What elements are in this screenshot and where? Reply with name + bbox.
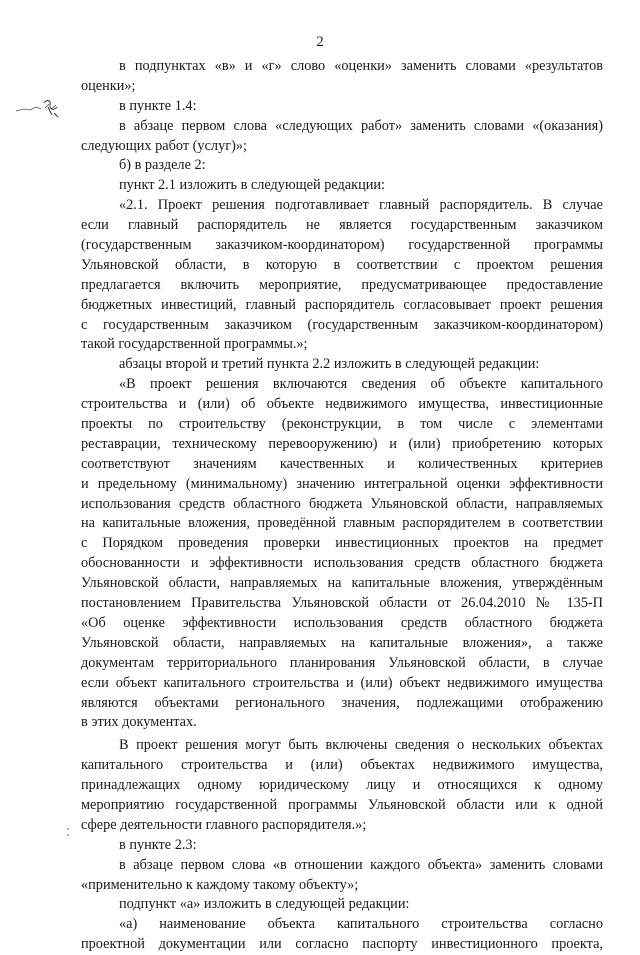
- text-line: В проект решения могут быть включены сведения о нескольких объектах: [119, 737, 603, 754]
- text-line: в абзаце первом слова «в отношении каждого объекта» заменить словами: [119, 856, 603, 873]
- page-number: 2: [316, 34, 324, 50]
- text-line: и предельному (минимальному) значению интегральной оценки эффективности: [81, 475, 603, 492]
- text-line: «а) наименование объекта капитального строительства согласно: [119, 916, 603, 933]
- text-line: Ульяновской области, направляемых на капитальные вложения», а также: [81, 634, 603, 651]
- text-line: обоснованности и эффективности использования средств областного бюджета: [81, 555, 603, 572]
- text-line: подпункт «а» изложить в следующей редакции:: [119, 896, 410, 913]
- text-line: в пункте 2.3:: [119, 836, 197, 853]
- text-line: «Об оценке эффективности использования средств областного бюджета: [81, 614, 603, 631]
- text-line: проектной документации или согласно паспорту инвестиционного проекта,: [81, 936, 603, 953]
- text-line: пункт 2.1 изложить в следующей редакции:: [119, 177, 386, 194]
- text-line: мероприятию государственной программы Ульяновской области или к одной: [81, 796, 603, 813]
- text-line: (государственным заказчиком-координатором) государственной программы: [81, 237, 603, 254]
- text-line: абзацы второй и третий пункта 2.2 изложить в следующей редакции:: [119, 356, 540, 373]
- text-line: проекты по строительству (реконструкции, в том числе с элементами: [81, 416, 603, 433]
- document-body: [81, 57, 603, 955]
- text-line: с государственным заказчиком (государственным заказчиком-координатором): [81, 316, 603, 333]
- text-line: принадлежащих одному юридическому лицу и относящихся к одному: [81, 777, 603, 794]
- text-line: в этих документах.: [81, 714, 197, 731]
- text-line: «применительно к каждому такому объекту»;: [81, 876, 359, 893]
- text-line: если главный распорядитель не является государственным заказчиком: [81, 217, 603, 234]
- text-line: постановлением Правительства Ульяновской области от 26.04.2010 № 135-П: [81, 595, 603, 612]
- text-line: сфере деятельности главного распорядителя.»;: [81, 816, 367, 833]
- handwritten-mark: [14, 95, 64, 121]
- text-line: оценки»;: [81, 77, 136, 94]
- text-line: такой государственной программы.»;: [81, 336, 308, 353]
- text-line: предлагается включить мероприятие, предусматривающее предоставление: [81, 276, 603, 293]
- text-line: капитального строительства и (или) объектах недвижимого имущества,: [81, 757, 603, 774]
- text-line: использования средств областного бюджета Ульяновской области, направляемых: [81, 495, 603, 512]
- text-line: в абзаце первом слова «следующих работ» заменить словами «(оказания): [119, 117, 603, 134]
- text-line: бюджетных инвестиций, главный распорядитель согласовывает проект решения: [81, 296, 603, 313]
- text-line: являются объектами регионального значения, подлежащими отображению: [81, 694, 603, 711]
- text-line: на капитальные вложения, проведённой главным распорядителем в соответствии: [81, 515, 603, 532]
- text-line: соответствуют значениям качественных и количественных критериев: [81, 455, 603, 472]
- text-line: если объект капитального строительства и (или) объект недвижимого имущества: [81, 674, 603, 691]
- text-line: документам территориального планирования Ульяновской области, в случае: [81, 654, 603, 671]
- text-line: Ульяновской области, направляемых на капитальные вложения, утверждённым: [81, 575, 603, 592]
- text-line: строительства и (или) об объекте недвижимого имущества, инвестиционные: [81, 396, 603, 413]
- text-line: реставрации, техническому перевооружению) и (или) приобретению которых: [81, 435, 603, 452]
- margin-mark: [64, 826, 72, 840]
- text-line: б) в разделе 2:: [119, 157, 206, 174]
- text-line: «В проект решения включаются сведения об объекте капитального: [119, 376, 603, 393]
- text-line: следующих работ (услуг)»;: [81, 137, 247, 154]
- text-line: с Порядком проведения проверки инвестиционных проектов на предмет: [81, 535, 603, 552]
- text-line: Ульяновской области, в которую в соответствии с проектом решения: [81, 256, 603, 273]
- text-line: в подпунктах «в» и «г» слово «оценки» заменить словами «результатов: [119, 58, 603, 74]
- text-line: в пункте 1.4:: [119, 97, 197, 114]
- text-line: «2.1. Проект решения подготавливает главный распорядитель. В случае: [119, 197, 603, 214]
